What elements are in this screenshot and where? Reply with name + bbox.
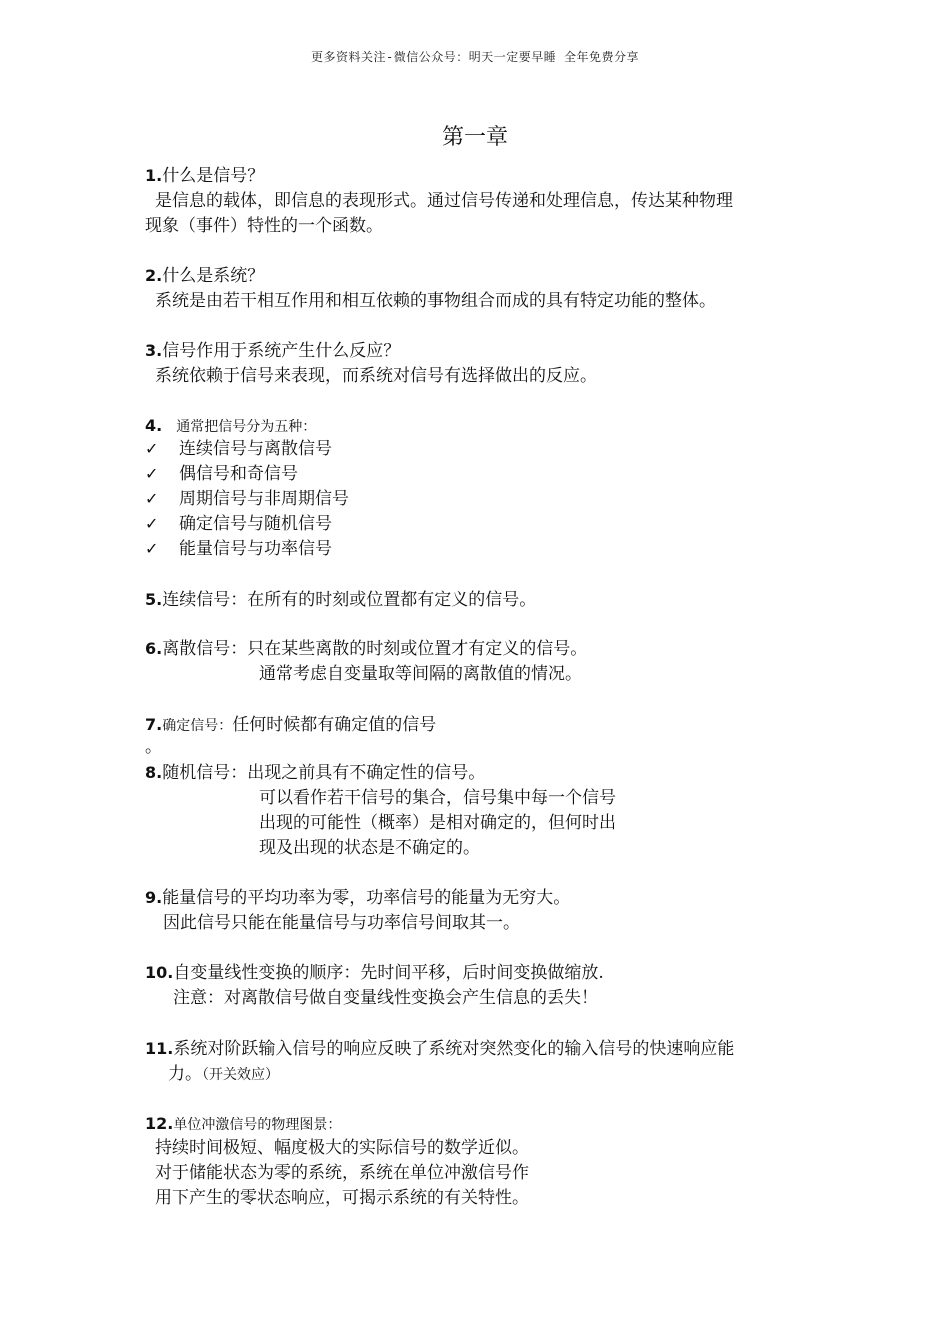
- q9-line: [145, 886, 570, 910]
- q11-number: 11.: [145, 1039, 174, 1058]
- q4-item: [145, 437, 332, 461]
- q5-text: 连续信号：在所有的时刻或位置都有定义的信号。: [162, 590, 537, 610]
- q11-line: [145, 1037, 734, 1061]
- q2-question: 什么是系统？: [162, 266, 265, 286]
- q12-number: 12.: [145, 1114, 174, 1133]
- q12-line3: 用下产生的零状态响应，可揭示系统的有关特性。: [155, 1188, 529, 1208]
- q6-number: 6.: [145, 639, 163, 658]
- q5-number: 5.: [145, 590, 163, 609]
- q12-line1: 持续时间极短、幅度极大的实际信号的数学近似。: [155, 1138, 529, 1158]
- checkmark-icon: ✓: [145, 439, 159, 458]
- q4-item: [145, 537, 332, 561]
- q11-text: 系统对阶跃输入信号的响应反映了系统对突然变化的输入信号的快速响应能: [173, 1039, 735, 1059]
- q7-number: 7.: [145, 715, 163, 734]
- checkmark-icon: ✓: [145, 489, 159, 508]
- q1-question: 什么是信号？: [162, 166, 265, 186]
- q4-item: [145, 512, 332, 536]
- q8-line4: 现及出现的状态是不确定的。: [259, 838, 480, 858]
- q9-text: 能量信号的平均功率为零，功率信号的能量为无穷大。: [162, 888, 571, 908]
- q4-item-label: 能量信号与功率信号: [179, 539, 332, 559]
- q1-heading: [145, 164, 264, 188]
- q8-line2: 可以看作若干信号的集合，信号集中每一个信号: [259, 788, 616, 808]
- q3-question: 信号作用于系统产生什么反应？: [162, 341, 401, 361]
- q9-line2: 因此信号只能在能量信号与功率信号间取其一。: [163, 913, 520, 933]
- q3-answer: 系统依赖于信号来表现，而系统对信号有选择做出的反应。: [155, 366, 597, 386]
- q4-item: [145, 487, 349, 511]
- q8-text: 随机信号：出现之前具有不确定性的信号。: [162, 763, 486, 783]
- q4-item-label: 连续信号与离散信号: [179, 439, 332, 459]
- q11-line2: [168, 1062, 279, 1087]
- q4-item: [145, 462, 298, 486]
- q4-item-label: 确定信号与随机信号: [179, 514, 332, 534]
- q2-number: 2.: [145, 266, 163, 285]
- checkmark-icon: ✓: [145, 464, 159, 483]
- q6-line: [145, 637, 587, 661]
- q7-text: 任何时候都有确定值的信号: [232, 715, 437, 735]
- q4-question: 通常把信号分为五种：: [176, 419, 317, 435]
- q9-number: 9.: [145, 888, 163, 907]
- checkmark-icon: ✓: [145, 539, 159, 558]
- q12-text: 单位冲激信号的物理图景：: [173, 1117, 342, 1133]
- q8-line3: 出现的可能性（概率）是相对确定的，但何时出: [259, 813, 616, 833]
- q4-heading: [145, 414, 316, 439]
- q1-number: 1.: [145, 166, 163, 185]
- q4-number: 4.: [145, 416, 163, 435]
- q10-line2: 注意：对离散信号做自变量线性变换会产生信息的丢失！: [173, 988, 598, 1008]
- q6-line2: 通常考虑自变量取等间隔的离散值的情况。: [259, 664, 582, 684]
- chapter-title: 第一章: [441, 125, 508, 150]
- q10-number: 10.: [145, 963, 174, 982]
- q6-text: 离散信号：只在某些离散的时刻或位置才有定义的信号。: [162, 639, 588, 659]
- q11-line2-text: 力。: [168, 1064, 202, 1084]
- q7-tail: 。: [145, 737, 162, 757]
- q7-line: [145, 713, 436, 738]
- checkmark-icon: ✓: [145, 514, 159, 533]
- q4-item-label: 周期信号与非周期信号: [179, 489, 349, 509]
- q10-text: 自变量线性变换的顺序：先时间平移，后时间变换做缩放.: [173, 963, 604, 983]
- q11-note: （开关效应）: [202, 1067, 279, 1083]
- q3-number: 3.: [145, 341, 163, 360]
- q12-line: [145, 1112, 341, 1137]
- q2-heading: [145, 264, 264, 288]
- q2-answer: 系统是由若干相互作用和相互依赖的事物组合而成的具有特定功能的整体。: [155, 291, 716, 311]
- page-header: 更多资料关注-微信公众号：明天一定要早睡 全年免费分享: [311, 50, 639, 64]
- q1-answer-line2: 现象（事件）特性的一个函数。: [145, 216, 383, 236]
- q8-line: [145, 761, 485, 785]
- q1-answer-line1: 是信息的载体，即信息的表现形式。通过信号传递和处理信息，传达某种物理: [155, 191, 733, 211]
- q4-item-label: 偶信号和奇信号: [179, 464, 298, 484]
- q7-label: 确定信号：: [162, 718, 233, 734]
- q10-line: [145, 961, 604, 985]
- q5-line: [145, 588, 536, 612]
- q3-heading: [145, 339, 400, 363]
- q8-number: 8.: [145, 763, 163, 782]
- q12-line2: 对于储能状态为零的系统，系统在单位冲激信号作: [155, 1163, 529, 1183]
